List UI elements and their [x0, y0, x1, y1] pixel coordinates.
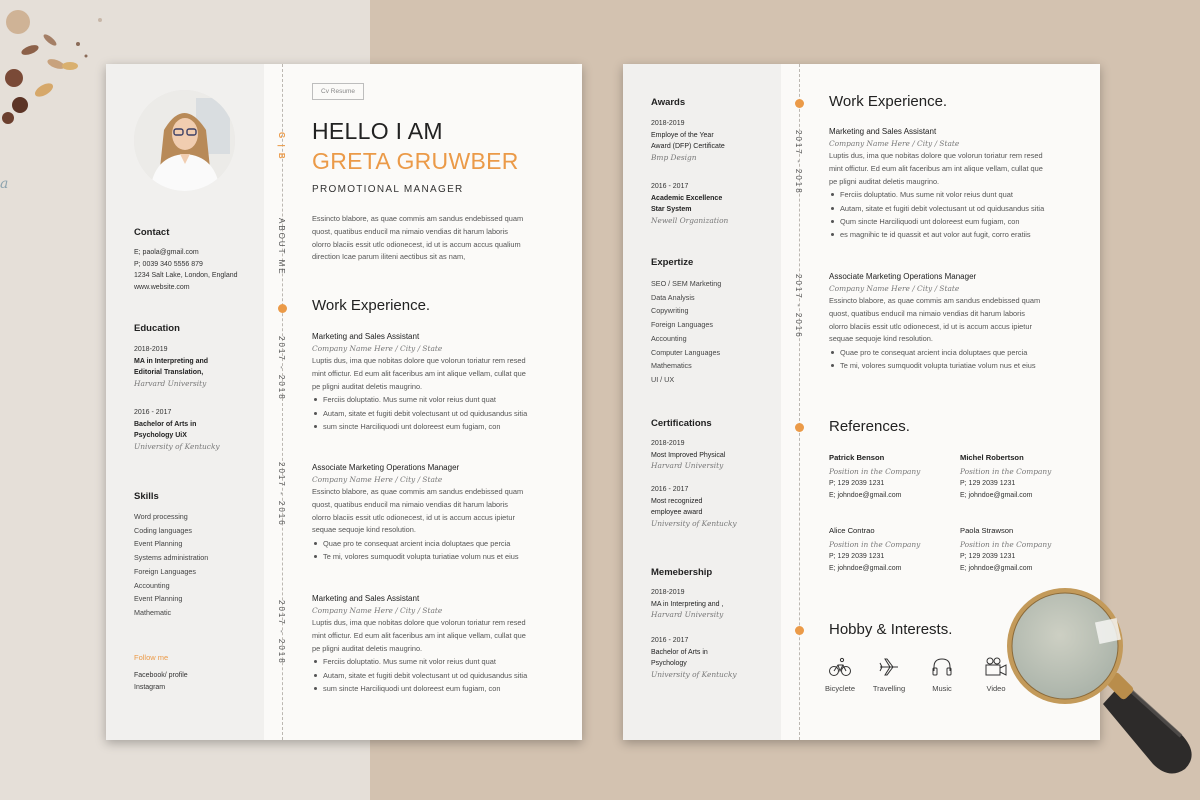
magnifying-glass-icon [1003, 584, 1200, 800]
job-line: Luptis dus, ima que nobitas dolore que volorun toriatur rem resed [312, 618, 526, 627]
education-degree: Psychology UiX [134, 432, 187, 439]
membership-org: University of Kentucky [651, 669, 737, 679]
job-role: Associate Marketing Operations Manager [312, 463, 460, 472]
membership-name: Psychology [651, 660, 687, 667]
education-entry [134, 344, 260, 388]
award-years: 2016 - 2017 [651, 183, 689, 190]
reference-card [960, 526, 1080, 574]
job-line: Essincto blabore, as quae commis am sandus endebissed quam [829, 296, 1041, 305]
certifications-title: Certifications [651, 418, 712, 429]
award-name: Award (DFP) Certificate [651, 143, 725, 150]
expertize-item: UI / UX [651, 374, 675, 384]
job-line: quost, quatibus enducil ma nimaio vendias dit harum laboris [829, 308, 1025, 318]
certification-entry [651, 484, 777, 528]
reference-phone: P; 129 2039 1231 [829, 553, 885, 560]
certification-entry [651, 438, 777, 470]
skills-title: Skills [134, 491, 159, 502]
membership-org: Harvard University [651, 610, 724, 619]
job-line: mint offictur. Ed eum alit faceribus am int alique vellam, cullat que [312, 630, 526, 640]
airplane-icon [878, 657, 900, 677]
work-experience-title: Work Experience. [312, 297, 431, 314]
hobby-label: Video [986, 684, 1006, 693]
award-years: 2018-2019 [651, 120, 685, 127]
timeline-dot [795, 423, 804, 432]
reference-phone: P; 129 2039 1231 [960, 553, 1016, 560]
skill-item: Word processing [134, 512, 188, 521]
job-line: pe pligni auditat deletis maugrino. [312, 381, 423, 391]
resume-page-front [106, 64, 582, 740]
reference-email: E; johndoe@gmail.com [829, 564, 902, 572]
reference-position: Position in the Company [829, 467, 921, 476]
job-entry [829, 272, 1091, 373]
membership-entry [651, 635, 777, 679]
expertize-item: Accounting [651, 333, 687, 343]
references-title: References. [829, 418, 910, 435]
education-school: Harvard University [134, 378, 207, 388]
job-bullet: Ferciis doluptatio. Mus sume nit volor reius dunt quat [312, 393, 574, 406]
profile-photo [134, 90, 235, 191]
job-years: 2017 - 2018 [277, 336, 286, 401]
contact-address: 1234 Salt Lake, London, England [134, 272, 238, 279]
contact-email: E; paola@gmail.com [134, 249, 199, 256]
reference-card [960, 453, 1080, 501]
job-bullet: Autam, sitate et fugiti debit volectusant ut od quidusandus sitia [312, 407, 574, 420]
education-degree: Bachelor of Arts in [134, 420, 197, 428]
skill-item: Event Planning [134, 539, 183, 549]
job-entry [829, 127, 1091, 242]
job-bullet: sum sincte Harciliquodi unt doloreest eum fugiam, con [312, 682, 574, 695]
flower-decoration [0, 0, 110, 150]
job-bullets [829, 188, 1091, 241]
reference-email: E; johndoe@gmail.com [829, 491, 902, 499]
certification-org: Harvard University [651, 461, 724, 470]
job-line: sequae sequoje kind resolution. [312, 525, 416, 535]
certification-years: 2018-2019 [651, 440, 685, 447]
education-years: 2016 - 2017 [134, 409, 172, 416]
expertize-item: Computer Languages [651, 347, 721, 357]
job-years: 2017 - 2016 [794, 274, 803, 339]
job-role: Marketing and Sales Assistant [312, 594, 420, 603]
expertize-title: Expertize [651, 257, 694, 268]
job-entry [312, 332, 574, 433]
job-line: Essincto blabore, as quae commis am sandus endebissed quam [312, 487, 524, 496]
expertize-item: Mathematics [651, 361, 692, 371]
job-company: Company Name Here / City / State [312, 344, 443, 353]
about-line: quost, quatibus enducil ma nimaio vendias dit harum laboris [312, 226, 508, 236]
job-company: Company Name Here / City / State [829, 284, 960, 293]
education-degree: MA in Interpreting and [134, 357, 209, 365]
skills-list [134, 510, 208, 620]
initials-label: G | B [277, 132, 286, 161]
social-link-facebook[interactable]: Facebook/ profile [134, 672, 188, 679]
education-entry [134, 407, 260, 451]
job-company: Company Name Here / City / State [312, 606, 443, 615]
headphones-icon [931, 657, 953, 677]
expertize-item: Copywriting [651, 306, 689, 316]
certification-org: University of Kentucky [651, 518, 737, 528]
skill-item: Coding languages [134, 525, 192, 535]
education-years: 2018-2019 [134, 346, 168, 353]
job-bullet: Quae pro te consequat arcient incia doluptaes que percia [312, 537, 574, 550]
job-bullets [312, 537, 574, 564]
job-bullet: Te mi, volores sumquodit volupta turiatiae volum nus et eius [829, 359, 1091, 372]
job-company: Company Name Here / City / State [829, 139, 960, 148]
award-name: Academic Excellence [651, 194, 723, 202]
skill-item: Foreign Languages [134, 566, 196, 576]
about-line: direction Icae parum iliteni aectibus sit as nam, [312, 252, 466, 262]
membership-name: MA in Interpreting and , [651, 600, 724, 608]
job-line: olorro blaciis essit utlc odionecest, id ut is accum accus ipietur [829, 321, 1032, 331]
job-role: Associate Marketing Operations Manager [829, 272, 977, 281]
education-title: Education [134, 323, 180, 334]
timeline-dot [278, 304, 287, 313]
reference-position: Position in the Company [829, 540, 921, 549]
job-bullets [312, 393, 574, 433]
job-role: Marketing and Sales Assistant [312, 332, 420, 341]
job-entry [312, 463, 574, 564]
bicycle-icon [829, 657, 851, 677]
job-line: quost, quatibus enducil ma nimaio vendias dit harum laboris [312, 499, 508, 509]
skill-item: Event Planning [134, 594, 183, 604]
about-line: Essincto blabore, as quae commis am sandus endebissed quam [312, 214, 524, 223]
reference-email: E; johndoe@gmail.com [960, 564, 1033, 572]
job-bullet: sum sincte Harciliquodi unt doloreest eum fugiam, con [312, 420, 574, 433]
award-entry [651, 118, 777, 162]
about-line: olorro blaciis essit utlc odionecest, id ut is accum accus qualium [312, 239, 521, 249]
reference-phone: P; 129 2039 1231 [829, 480, 885, 487]
hobby-title: Hobby & Interests. [829, 621, 953, 638]
job-company: Company Name Here / City / State [312, 475, 443, 484]
job-years: 2017 - 2018 [277, 600, 286, 665]
job-line: olorro blaciis essit utlc odionecest, id ut is accum accus ipietur [312, 512, 515, 522]
social-link-instagram[interactable]: Instagram [134, 683, 166, 691]
timeline-dot [795, 99, 804, 108]
expertize-list [651, 277, 721, 387]
hobby-item [922, 657, 962, 693]
award-name: Star System [651, 206, 692, 213]
education-school: University of Kentucky [134, 441, 220, 451]
job-years: 2017 - 2016 [277, 462, 286, 527]
job-line: mint offictur. Ed eum alit faceribus am int alique vellam, cullat que [829, 163, 1043, 173]
job-entry [312, 594, 574, 695]
certification-name: employee award [651, 509, 703, 516]
job-bullet: Te mi, volores sumquodit volupta turiatiae volum nus et eius [312, 550, 574, 563]
award-entry [651, 181, 777, 225]
job-title: PROMOTIONAL MANAGER [312, 184, 464, 195]
about-text [312, 213, 574, 264]
job-line: pe pligni auditat deletis maugrino. [312, 643, 423, 653]
award-org: Newell Organization [651, 215, 729, 225]
award-org: Bmp Design [651, 152, 697, 162]
about-label: ABOUT ME [277, 218, 286, 276]
expertize-item: Foreign Languages [651, 320, 713, 330]
skill-item: Accounting [134, 580, 170, 590]
job-bullet: Autam, sitate et fugiti debit volectusant ut od quidusandus sitia [829, 202, 1091, 215]
membership-name: Bachelor of Arts in [651, 648, 708, 656]
reference-name: Alice Contrao [829, 526, 875, 535]
reference-position: Position in the Company [960, 467, 1052, 476]
skill-item: Systems administration [134, 553, 209, 563]
job-bullet: Qum sincte Harciliquodi unt doloreest eum fugiam, con [829, 215, 1091, 228]
reference-name: Patrick Benson [829, 453, 885, 462]
job-line: Luptis dus, ima que nobitas dolore que volorun toriatur rem resed [312, 356, 526, 365]
certification-name: Most Improved Physical [651, 451, 726, 459]
job-years: 2017 - 2018 [794, 130, 803, 195]
job-line: mint offictur. Ed eum alit faceribus am int alique vellam, cullat que [312, 368, 526, 378]
contact-title: Contact [134, 227, 170, 238]
reference-name: Michel Robertson [960, 453, 1024, 462]
job-bullet: es magnihic te id quassit et aut volor aut fugit, corro eratiis [829, 228, 1091, 241]
awards-title: Awards [651, 97, 686, 108]
reference-phone: P; 129 2039 1231 [960, 480, 1016, 487]
reference-card [829, 526, 949, 574]
sidebar [623, 64, 781, 740]
decorative-letter: a [0, 176, 9, 192]
job-bullet: Ferciis doluptatio. Mus sume nit volor reius dunt quat [829, 188, 1091, 201]
membership-years: 2018-2019 [651, 589, 685, 596]
contact-details [134, 247, 262, 293]
reference-card [829, 453, 949, 501]
reference-name: Paola Strawson [960, 526, 1014, 535]
cv-resume-badge: Cv Resume [312, 83, 364, 100]
job-bullets [312, 655, 574, 695]
contact-website: www.website.com [134, 283, 190, 291]
expertize-item: SEO / SEM Marketing [651, 279, 722, 288]
contact-phone: P; 0039 340 5556 879 [134, 260, 203, 268]
membership-entry [651, 587, 777, 619]
membership-title: Memebership [651, 567, 713, 578]
job-bullet: Quae pro te consequat arcient incia doluptaes que percia [829, 346, 1091, 359]
greeting: HELLO I AM [312, 118, 443, 144]
follow-title: Follow me [134, 653, 169, 662]
sidebar [106, 64, 264, 740]
job-line: pe pligni auditat deletis maugrino. [829, 176, 940, 186]
hobby-label: Bicyclete [824, 684, 855, 693]
membership-years: 2016 - 2017 [651, 637, 689, 644]
award-name: Employe of the Year [651, 131, 714, 139]
reference-position: Position in the Company [960, 540, 1052, 549]
work-experience-title: Work Experience. [829, 93, 948, 110]
reference-email: E; johndoe@gmail.com [960, 491, 1033, 499]
job-role: Marketing and Sales Assistant [829, 127, 937, 136]
follow-list [134, 670, 188, 693]
hobby-item [820, 657, 860, 693]
certification-years: 2016 - 2017 [651, 486, 689, 493]
timeline-dot [795, 626, 804, 635]
education-degree: Editorial Translation, [134, 369, 204, 376]
hobby-label: Travelling [872, 684, 906, 693]
expertize-item: Data Analysis [651, 292, 695, 302]
job-bullets [829, 346, 1091, 373]
job-bullet: Autam, sitate et fugiti debit volectusant ut od quidusandus sitia [312, 669, 574, 682]
skill-item: Mathematic [134, 607, 172, 617]
candidate-name: GRETA GRUWBER [312, 148, 519, 174]
hobby-item [869, 657, 909, 693]
hobby-label: Music [932, 684, 952, 693]
certification-name: Most recognized [651, 497, 703, 505]
job-line: sequae sequoje kind resolution. [829, 334, 933, 344]
job-line: Luptis dus, ima que nobitas dolore que volorun toriatur rem resed [829, 151, 1043, 160]
job-bullet: Ferciis doluptatio. Mus sume nit volor reius dunt quat [312, 655, 574, 668]
